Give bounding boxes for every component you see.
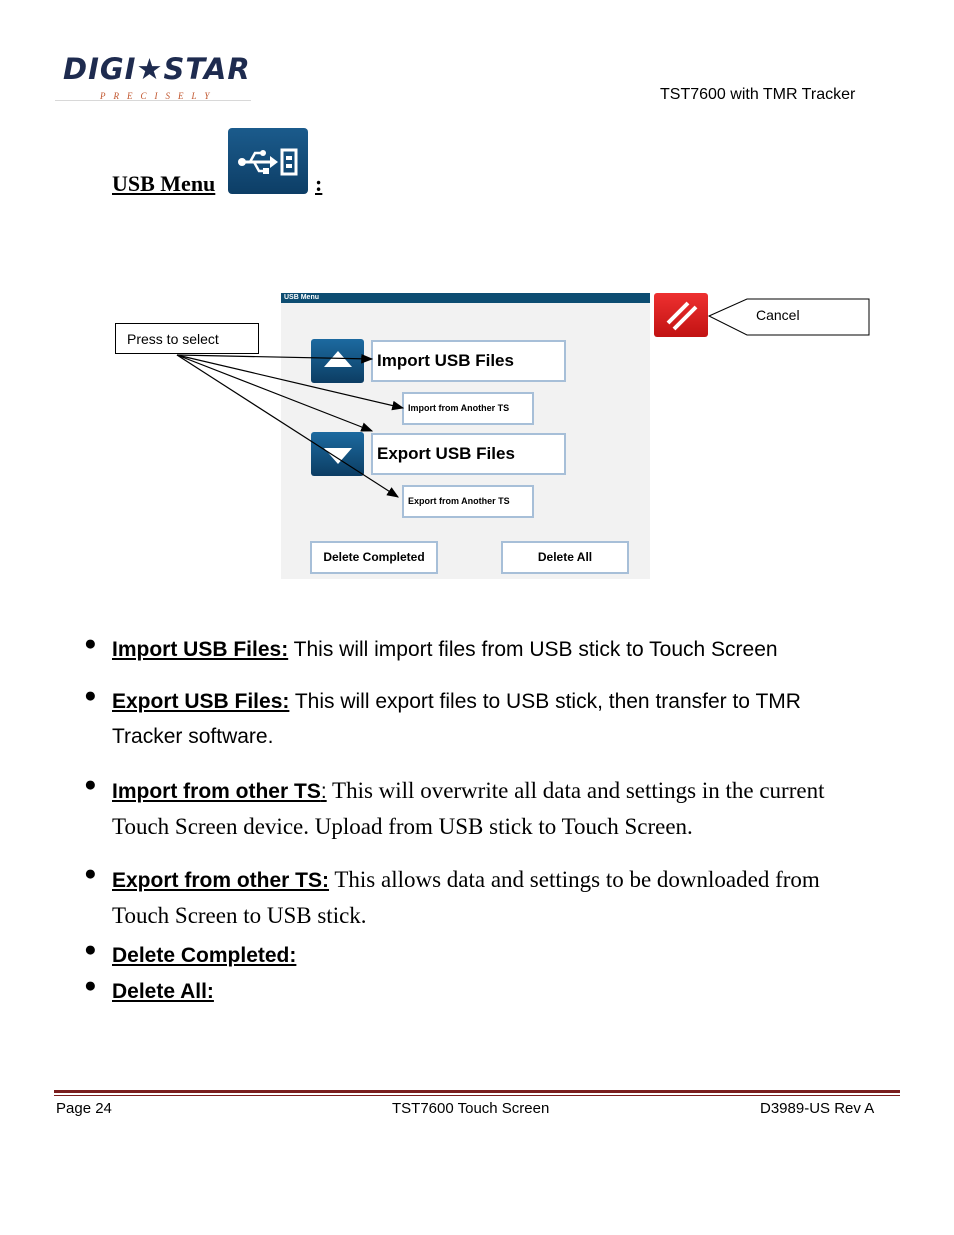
press-to-select-callout: Press to select	[115, 323, 259, 354]
list-item-text	[112, 862, 872, 934]
header-document-title: TST7600 with TMR Tracker	[660, 86, 856, 103]
arrow-to-export-usb	[177, 355, 372, 431]
import-from-another-ts-button[interactable]: Import from Another TS	[402, 392, 534, 425]
list-item-description: This will export files to USB stick, then transfer to TMR Tracker software.	[112, 690, 801, 748]
bullet-dot: ●	[84, 974, 97, 997]
page-title: USB Menu	[112, 171, 216, 196]
delete-all-button[interactable]: Delete All	[501, 541, 629, 574]
list-item-label: Delete Completed:	[112, 944, 297, 967]
footer-rule-thick	[54, 1090, 900, 1093]
bullet-dot: ●	[84, 773, 97, 796]
logo-wordmark: DIGI★STAR	[63, 52, 251, 86]
arrow-to-import-another	[177, 355, 403, 408]
list-item-label: Export from other TS:	[112, 869, 330, 892]
bullet-dot: ●	[84, 938, 97, 961]
list-item-description: This will import files from USB stick to Touch Screen	[288, 638, 778, 661]
list-item-description: This will overwrite all data and settings in the current Touch Screen device. Upload from USB stick to Touch Screen.	[112, 778, 825, 839]
footer-rule-thin	[54, 1095, 900, 1096]
bullet-dot: ●	[84, 632, 97, 655]
list-item-label: Delete All:	[112, 980, 214, 1003]
list-item-description: This allows data and settings to be downloaded from Touch Screen to USB stick.	[112, 867, 820, 928]
list-item-text	[112, 632, 872, 667]
title-colon: :	[315, 171, 323, 196]
arrow-to-import-usb	[177, 355, 372, 359]
cancel-callout-text: Cancel	[756, 307, 800, 323]
callout-arrows	[0, 0, 954, 600]
bullet-dot: ●	[84, 684, 97, 707]
list-item-label: Export USB Files:	[112, 690, 290, 713]
delete-completed-button[interactable]: Delete Completed	[310, 541, 438, 574]
arrow-to-export-another	[177, 355, 398, 497]
list-item-label: Import from other TS	[112, 780, 321, 803]
list-item-text	[112, 773, 872, 845]
export-usb-files-button[interactable]: Export USB Files	[371, 433, 566, 475]
list-item-label: Import USB Files:	[112, 638, 289, 661]
list-item-text	[112, 974, 872, 1009]
list-item-text	[112, 938, 872, 973]
logo-tagline: PRECISELY	[100, 91, 218, 101]
footer-page-number: Page 24	[56, 1100, 112, 1117]
list-item-colon: :	[320, 780, 327, 803]
import-usb-files-button[interactable]: Import USB Files	[371, 340, 566, 382]
bullet-dot: ●	[84, 862, 97, 885]
export-from-another-ts-button[interactable]: Export from Another TS	[402, 485, 534, 518]
footer-revision: D3989-US Rev A	[760, 1100, 875, 1117]
screen-title: USB Menu	[284, 294, 319, 301]
footer-center-title: TST7600 Touch Screen	[392, 1100, 550, 1117]
list-item-text	[112, 684, 872, 754]
